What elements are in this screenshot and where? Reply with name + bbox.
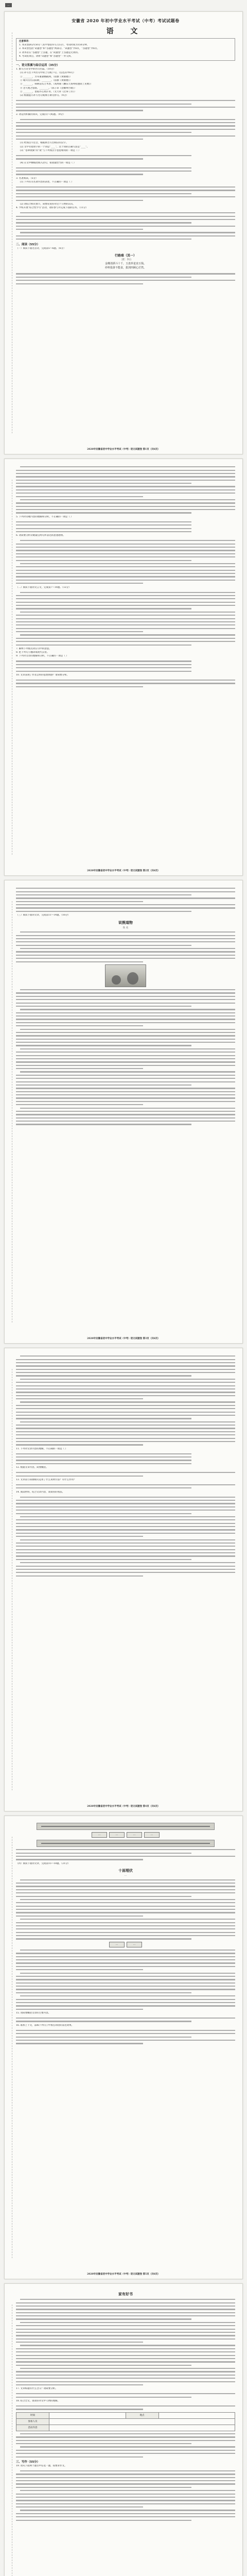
body-text <box>16 1484 235 1489</box>
exam-subject: 语 文 <box>106 27 145 36</box>
diagram-box: ... <box>127 1942 142 1947</box>
table-row <box>16 2418 235 2425</box>
section-heading: 二、阅读（55分） <box>16 243 40 246</box>
body-text <box>16 1497 235 1577</box>
section-heading: 三、写作（55分） <box>16 2460 40 2464</box>
body-text <box>16 592 235 646</box>
question-line: 3. 名著阅读。（5分） <box>16 177 38 180</box>
body-text <box>16 2393 235 2398</box>
table-cell <box>49 2425 235 2431</box>
question-line: (2) 请结合相关情节，简要说说你对这个人物的认识。 <box>20 202 75 206</box>
article-title: 家有好书 <box>118 2292 133 2296</box>
binding-gutter <box>6 1837 12 2258</box>
exam-page-1 <box>4 11 243 454</box>
table-cell <box>49 2418 235 2425</box>
header-badge: ... <box>5 3 12 7</box>
table-cell <box>49 2412 126 2418</box>
answer-table <box>16 2412 235 2431</box>
exam-page-6 <box>4 2283 243 2576</box>
binding-gutter <box>6 32 12 433</box>
exam-page-2 <box>4 459 243 876</box>
diagram-box: ... <box>127 1832 142 1838</box>
question-line: (3) “苍翠欲滴”的“欲”与下列加点字意思相同的一项是（ ） <box>20 149 81 152</box>
question-line: ③ ________，病树前头万木春。（刘禹锡《酬乐天扬州初逢席上见赠》） <box>20 83 93 86</box>
body-text <box>16 2433 235 2458</box>
question-line: 10. 文章表现了作者怎样的思想情感？请简要分析。 <box>16 673 69 676</box>
question-line: ④ 念天地之悠悠，________。（陈子昂《登幽州台歌》） <box>20 87 77 90</box>
question-line: 6. 请简要分析诗歌最后两句所表达的思想感情。 <box>16 534 65 537</box>
question-line: 1. 默写古诗文中的名句名篇。（10分） <box>16 68 56 71</box>
question-line: 18. 结合全文，谈谈你对文中人物的理解。 <box>16 2400 60 2403</box>
article-illustration <box>105 964 146 987</box>
question-line: 5. 下列对诗歌内容的理解和分析，不正确的一项是（ ） <box>16 515 73 518</box>
question-line: 13. 文章第③段画线句运用了什么说明方法？有什么作用？ <box>16 1478 76 1481</box>
diagram-band <box>37 1840 215 1847</box>
body-text <box>16 1950 235 2010</box>
page-footer: 2020年安徽省初中学业水平考试（中考）语文试题卷 第4页（共6页） <box>87 1805 160 1808</box>
body-text <box>16 521 235 532</box>
page-footer: 2020年安徽省初中学业水平考试（中考）语文试题卷 第3页（共6页） <box>87 1337 160 1340</box>
diagram-box: ... <box>109 1942 125 1947</box>
body-text <box>16 1453 235 1464</box>
notes-title: 注意事项： <box>19 40 31 43</box>
binding-gutter <box>6 480 12 855</box>
question-line: ② 晴川历历汉阳树，________。（崔颢《黄鹤楼》） <box>20 79 72 82</box>
exam-page-4 <box>4 1348 243 1811</box>
question-line: 2. 请运用积累的知识，完成(1)～(4)题。（9分） <box>16 113 65 116</box>
diagram-box: ... <box>109 1832 125 1838</box>
poem-author: 〔唐〕李白 <box>119 259 132 262</box>
body-text <box>16 931 235 962</box>
body-text <box>16 2299 235 2385</box>
note-line: 3. 请务必在“答题卷”上答题，在“试题卷”上答题是无效的。 <box>19 51 80 54</box>
diagram-row <box>16 1942 235 1947</box>
question-line: 12. 根据文章内容，简要概括。 <box>16 1466 48 1469</box>
body-text <box>16 273 235 284</box>
question-line: (1) 下列有关名著内容的表述，不正确的一项是（ ） <box>20 181 74 184</box>
exam-notes <box>16 38 235 61</box>
note-line: 2. 本试卷包括“试题卷”和“答题卷”两部分。“试题卷”共6页，“答题卷”共6页。 <box>19 47 99 50</box>
exam-page-3 <box>4 880 243 1344</box>
body-text <box>16 212 235 240</box>
body-text <box>16 1879 235 1940</box>
body-text <box>16 466 235 513</box>
question-line: 7. 解释下列加点词在句中的意思。 <box>16 647 51 650</box>
question-line: 11. 下列对文章内容的理解，不正确的一项是（ ） <box>16 1447 68 1450</box>
diagram-box: ... <box>92 1832 107 1838</box>
question-line: 8. 把下列句子翻译成现代汉语。 <box>16 651 49 654</box>
binding-gutter <box>6 2304 12 2576</box>
page-footer: 2020年安徽省初中学业水平考试（中考）语文试题卷 第5页（共6页） <box>87 2273 160 2276</box>
table-label: 活动内容 <box>16 2425 49 2431</box>
body-text <box>16 1849 235 1860</box>
body-text <box>16 680 235 687</box>
poem-title: 行路难（其一） <box>114 254 136 258</box>
body-text <box>16 2030 235 2044</box>
question-line: ⑤ ________，留取丹心照汗青。（文天祥《过零丁洋》） <box>20 90 77 93</box>
table-row <box>16 2412 235 2418</box>
article-author: 佚 名 <box>122 926 129 929</box>
diagram-band <box>37 1823 215 1830</box>
question-line: (2) 根据提示补写名句或填写课文原句。（4分） <box>20 94 68 97</box>
diagram-row <box>16 1832 235 1838</box>
note-line: 4. 考试结束后，请将“试题卷”和“答题卷”一并交回。 <box>19 55 73 58</box>
question-line: （一）阅读下面这首诗，完成第5～6题。（6分） <box>16 247 66 250</box>
exam-page-5 <box>4 1816 243 2279</box>
body-text <box>16 1472 235 1477</box>
table-label: 时间 <box>16 2412 49 2418</box>
question-line: （三）阅读下面的文章，完成第11～14题。（16分） <box>16 914 70 917</box>
question-line: 14. 阅读材料，结合文章内容，谈谈你的看法。 <box>16 1490 65 1494</box>
body-text <box>16 888 235 912</box>
note-line: 1. 本试卷满分150分（其中卷面书写占5分），考试时间为150分钟。 <box>19 44 90 46</box>
table-label: 地点 <box>126 2412 158 2418</box>
body-text <box>16 2405 235 2410</box>
article-title: 十面埋伏 <box>118 1868 133 1873</box>
body-text <box>16 155 235 160</box>
body-text <box>16 660 235 671</box>
body-text <box>16 2470 235 2521</box>
poem-line: 停杯投箸不能食，拔剑四顾心茫然。 <box>104 266 146 270</box>
poem <box>95 253 156 270</box>
body-text <box>16 100 235 111</box>
question-line: （四）阅读下面的文章，完成第15～18题。（21分） <box>16 1862 70 1865</box>
question-line: (4) 在文中横线处填入语句，衔接最恰当的一项是（ ） <box>20 161 76 164</box>
question-line: 4. 学校开展“综合性学习”活动，请你参与并完成下面的任务。（11分） <box>16 207 88 210</box>
question-line: 16. 联系上下文，品味下列句子中加点词语的表达效果。 <box>16 2024 74 2027</box>
page-footer: 2020年安徽省初中学业水平考试（中考）语文试题卷 第2页（共6页） <box>87 870 160 872</box>
table-label: 参加人员 <box>16 2418 49 2425</box>
body-text <box>16 540 235 584</box>
question-line: 9. 下列对文章的理解和分析，不正确的一项是（ ） <box>16 655 68 658</box>
binding-gutter <box>6 1369 12 1790</box>
body-text <box>16 167 235 175</box>
question-line: (2) 文中有错别字的一个词是“____”，这个词的正确写法是“____”。 <box>20 145 90 148</box>
body-text <box>16 119 235 140</box>
question-line: (1) 给加点字注音，根据拼音写出相应的汉字。 <box>20 142 68 145</box>
question-line: 19. 请从下面两个题目中任选一题，按要求作文。 <box>16 2464 67 2467</box>
section-heading: 一、语文积累与综合运用（35分） <box>16 64 60 67</box>
body-text <box>16 1355 235 1445</box>
body-text <box>16 989 235 1125</box>
poem-line: 金樽清酒斗十千，玉盘珍羞直万钱。 <box>104 262 146 266</box>
question-line: （二）阅读下面的文言文，完成第7～10题。（12分） <box>16 586 71 589</box>
question-line: 15. 请简要概括文章的主要内容。 <box>16 2012 51 2015</box>
question-line: ① ________，芳草萋萋鹦鹉洲。（崔颢《黄鹤楼》） <box>20 75 72 78</box>
question-line: (1) 补写出下列名句中的上句或下句。（任选其中6句） <box>20 72 76 75</box>
exam-title: 安徽省 2020 年初中学业水平考试（中考）考试试题卷 <box>72 18 180 23</box>
article-author: ... <box>124 1874 127 1877</box>
question-line: 17. 文章标题有什么含义？请简要分析。 <box>16 2387 58 2391</box>
body-text <box>16 2018 235 2022</box>
diagram-box: ... <box>144 1832 160 1838</box>
table-row <box>16 2425 235 2431</box>
body-text <box>16 187 235 201</box>
table-cell <box>158 2412 235 2418</box>
binding-gutter <box>6 901 12 1323</box>
article-title: 说熊道物 <box>118 920 133 925</box>
page-footer: 2020年安徽省初中学业水平考试（中考）语文试题卷 第1页（共6页） <box>87 448 160 451</box>
